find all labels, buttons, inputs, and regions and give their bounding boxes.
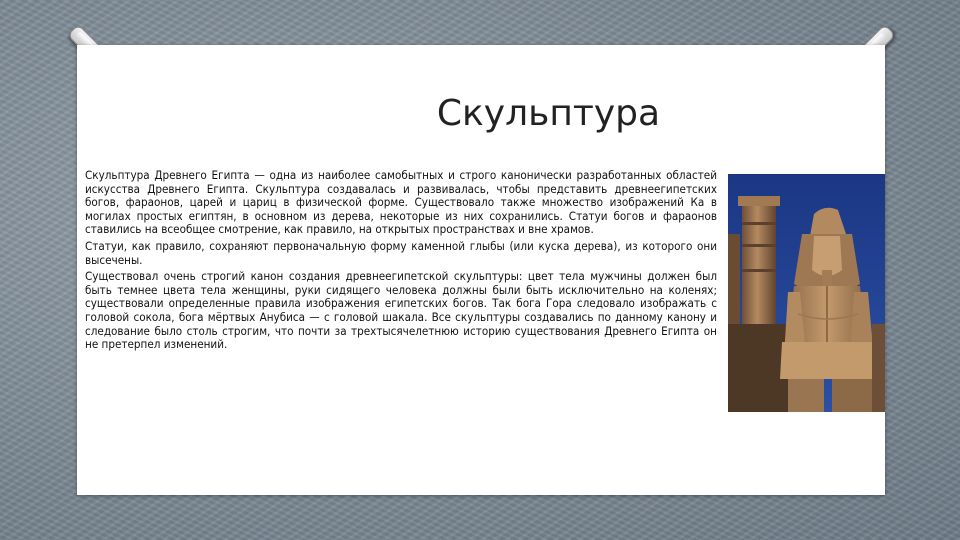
slide-title: Скульптура — [436, 93, 661, 134]
slide — [77, 45, 885, 495]
paragraph-1: Скульптура Древнего Египта — одна из наиболее самобытных и строго канонически разработанных областей искусства Древнего Египта. Скульптура создавалась и развивалась, чтобы представить древнеегипетских богов, фараонов, царей и цариц в физической форме. Существовало также множество изображений Ка в могилах простых египтян, в основном из дерева, некоторые из них сохранились. Статуи богов и фараонов ставились на всеобщее смотрение, как правило, на открытых пространствах и вне храмов. — [85, 168, 717, 237]
egyptian-statue-photo — [728, 174, 885, 412]
slide-body — [85, 169, 717, 355]
statue-photo-icon — [728, 174, 885, 412]
paragraph-3: Существовал очень строгий канон создания древнеегипетской скульптуры: цвет тела мужчины должен был быть темнее цвета тела женщины, руки сидящего человека должны были быть исключительно на коленях; существовали определенные правила изображения египетских богов. Так бога Гора следовало изображать с головой сокола, бога мёртвых Анубиса — с головой шакала. Все скульптуры создавались по данному канону и следование было столь строгим, что почти за трехтысячелетнюю историю существования Древнего Египта он не претерпел изменений. — [85, 269, 717, 352]
paragraph-2: Статуи, как правило, сохраняют первоначальную форму каменной глыбы (или куска дерева), из которого они высечены. — [85, 238, 717, 267]
